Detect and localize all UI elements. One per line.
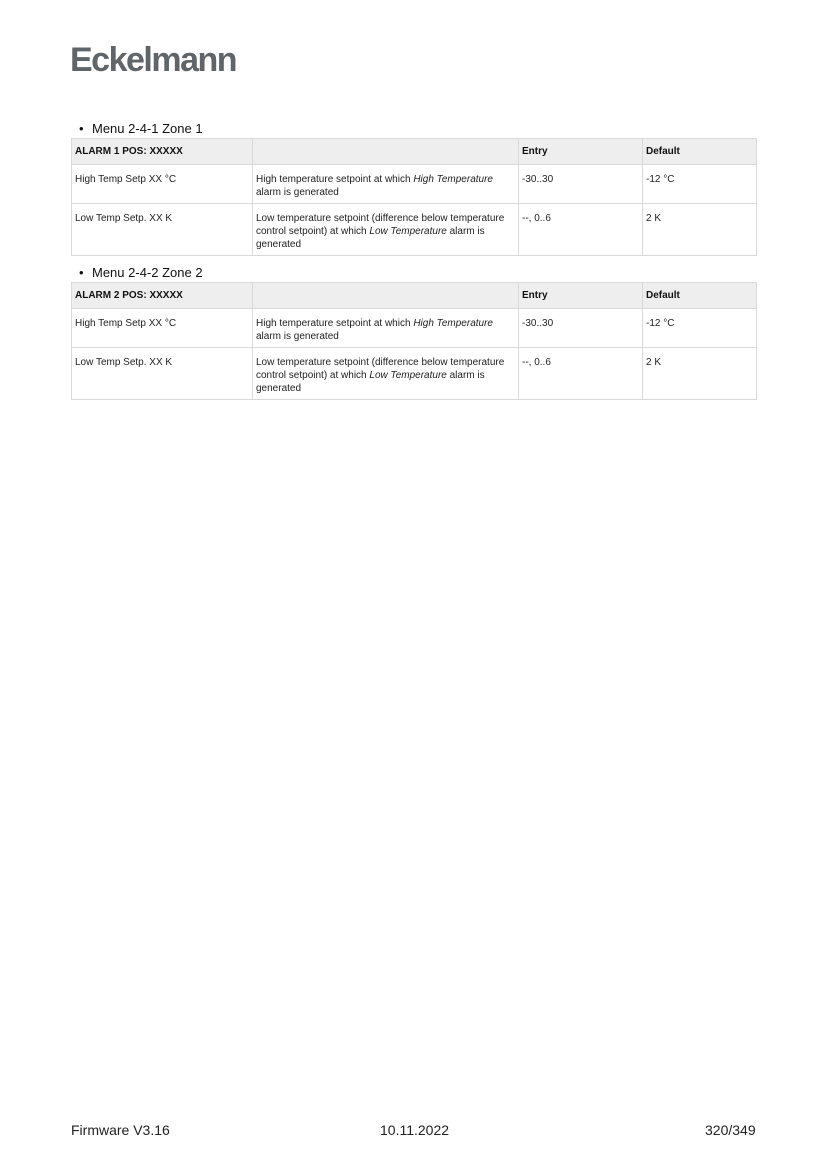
table-row — [72, 204, 757, 256]
entry-text: -30..30 — [522, 318, 554, 329]
cell-description — [253, 165, 519, 204]
description-part: Low temperature setpoint (difference below temperature control setpoint) at which — [256, 213, 505, 237]
section-title-text: Menu 2-4-2 Zone 2 — [92, 265, 203, 280]
description-text — [256, 348, 515, 395]
description-text — [256, 165, 515, 199]
parameter-text: High Temp Setp XX °C — [75, 318, 177, 329]
description-part: alarm is generated — [256, 187, 339, 198]
description-text — [256, 204, 515, 251]
parameter-table — [71, 138, 757, 256]
cell-default — [643, 165, 757, 204]
description-part: alarm is generated — [256, 331, 339, 342]
cell-entry — [519, 348, 643, 400]
entry-text: -30..30 — [522, 174, 554, 185]
cell-parameter — [72, 165, 253, 204]
section-title-text: Menu 2-4-1 Zone 1 — [92, 121, 203, 136]
bullet-icon: • — [79, 265, 84, 280]
header-entry: Entry — [519, 139, 643, 165]
footer-date: 10.11.2022 — [380, 1122, 450, 1138]
cell-default — [643, 204, 757, 256]
footer-firmware: Firmware V3.16 — [71, 1122, 170, 1138]
bullet-icon: • — [79, 121, 84, 136]
parameter-table — [71, 282, 757, 400]
description-part: High temperature setpoint at which — [256, 174, 414, 185]
entry-text: --, 0..6 — [522, 357, 551, 368]
header-description — [253, 139, 519, 165]
description-italic: Low Temperature — [369, 370, 447, 381]
description-part: alarm is generated — [256, 370, 485, 394]
default-text: -12 °C — [646, 174, 675, 185]
default-text: -12 °C — [646, 318, 675, 329]
table-row — [72, 165, 757, 204]
description-italic: High Temperature — [413, 318, 493, 329]
description-part: alarm is generated — [256, 226, 485, 250]
cell-parameter — [72, 204, 253, 256]
cell-description — [253, 309, 519, 348]
parameter-text: Low Temp Setp. XX K — [75, 213, 173, 224]
parameter-text: Low Temp Setp. XX K — [75, 357, 173, 368]
cell-description — [253, 348, 519, 400]
table-header-row — [72, 139, 757, 165]
company-logo: Eckelmann — [70, 41, 237, 79]
cell-parameter — [72, 348, 253, 400]
header-entry: Entry — [519, 283, 643, 309]
header-description — [253, 283, 519, 309]
table-row — [72, 309, 757, 348]
cell-default — [643, 309, 757, 348]
description-part: High temperature setpoint at which — [256, 318, 414, 329]
table-header-row — [72, 283, 757, 309]
header-default: Default — [643, 139, 757, 165]
cell-entry — [519, 165, 643, 204]
default-text: 2 K — [646, 357, 662, 368]
section-title — [79, 265, 203, 281]
cell-description — [253, 204, 519, 256]
footer-page-number: 320/349 — [705, 1122, 756, 1138]
description-italic: Low Temperature — [369, 226, 447, 237]
section-title — [79, 121, 203, 137]
default-text: 2 K — [646, 213, 662, 224]
header-parameter: ALARM 2 POS: XXXXX — [72, 283, 253, 309]
description-part: Low temperature setpoint (difference below temperature control setpoint) at which — [256, 357, 505, 381]
table-row — [72, 348, 757, 400]
header-parameter: ALARM 1 POS: XXXXX — [72, 139, 253, 165]
entry-text: --, 0..6 — [522, 213, 551, 224]
description-text — [256, 309, 515, 343]
description-italic: High Temperature — [413, 174, 493, 185]
cell-entry — [519, 204, 643, 256]
header-default: Default — [643, 283, 757, 309]
cell-parameter — [72, 309, 253, 348]
cell-default — [643, 348, 757, 400]
cell-entry — [519, 309, 643, 348]
parameter-text: High Temp Setp XX °C — [75, 174, 177, 185]
